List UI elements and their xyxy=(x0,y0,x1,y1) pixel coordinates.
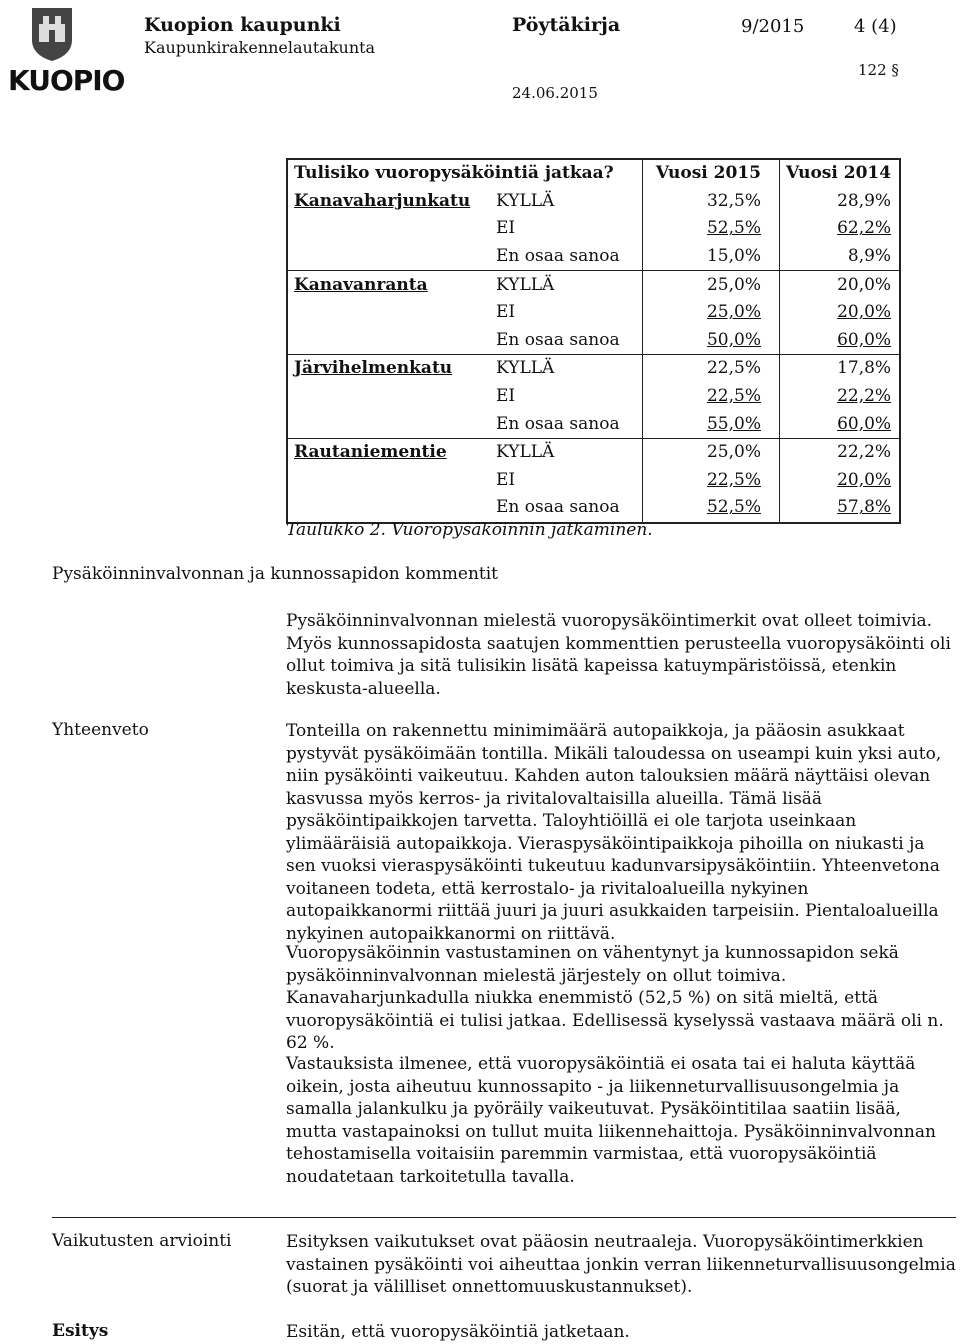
value-2015: 22,5% xyxy=(643,467,780,495)
table-row xyxy=(287,355,900,383)
value-2014: 28,9% xyxy=(780,188,901,216)
location-empty-cell xyxy=(287,494,490,523)
value-2015: 15,0% xyxy=(643,243,780,271)
value-2015: 50,0% xyxy=(643,327,780,355)
comments-label: Pysäköinninvalvonnan ja kunnossapidon kommentit xyxy=(52,564,499,584)
value-2015: 22,5% xyxy=(643,383,780,411)
impact-label: Vaikutusten arviointi xyxy=(52,1231,232,1251)
kuopio-logo xyxy=(8,6,125,98)
value-2015: 32,5% xyxy=(643,188,780,216)
comments-text: Pysäköinninvalvonnan mielestä vuoropysäköintimerkit ovat olleet toimivia. Myös kunnossapidosta saatujen kommenttien perusteella vuoropysäköinti oli ollut toimiva ja sitä tulisikin lisätä kapeissa katuympäristöissä, etenkin keskusta-alueella. xyxy=(286,611,951,699)
value-2014: 57,8% xyxy=(780,494,901,523)
table-row xyxy=(287,494,900,523)
table-caption: Taulukko 2. Vuoropysäköinnin jatkaminen. xyxy=(286,520,653,540)
answer-label: En osaa sanoa xyxy=(490,327,643,355)
table-row xyxy=(287,383,900,411)
question-header: Tulisiko vuoropysäköintiä jatkaa? xyxy=(294,163,614,184)
location-name: Kanavanranta xyxy=(294,274,428,295)
value-2015: 55,0% xyxy=(643,410,780,438)
summary-paragraph-3: Vastauksista ilmenee, että vuoropysäköintiä ei osata tai ei haluta käyttää oikein, josta aiheutuu kunnossapito - ja liikenneturvallisuusongelmia ja samalla jalankulku ja pyöräily vaikeutuvat. Pysäköintitilaa saatiin lisää, mutta vastapainoksi on tullut muita liikennehaittoja. Pysäköinninvalvonnan tehostamisella voitaisiin paremmin varmistaa, että vuoropysäköintiä noudatetaan tarkoitetulla tavalla. xyxy=(286,1054,936,1187)
table-row xyxy=(287,215,900,243)
value-2014: 22,2% xyxy=(780,438,901,466)
results-table xyxy=(286,158,901,524)
table-row xyxy=(287,188,900,216)
table-row xyxy=(287,438,900,466)
value-2015: 52,5% xyxy=(643,215,780,243)
location-name: Järvihelmenkatu xyxy=(294,358,453,379)
organization-name: Kuopion kaupunki xyxy=(144,14,341,36)
location-empty-cell xyxy=(287,299,490,327)
section-number: 122 § xyxy=(858,61,899,79)
location-empty-cell xyxy=(287,383,490,411)
location-empty-cell xyxy=(287,215,490,243)
value-2015: 25,0% xyxy=(643,438,780,466)
value-2015: 25,0% xyxy=(643,271,780,299)
answer-label: En osaa sanoa xyxy=(490,410,643,438)
city-crest-icon xyxy=(30,6,74,62)
location-empty-cell xyxy=(287,327,490,355)
impact-text: Esityksen vaikutukset ovat pääosin neutraaleja. Vuoropysäköintimerkkien vastainen pysäköinti voi aiheuttaa jonkin verran liikenneturvallisuusongelmia (suorat ja välilliset onnettomuuskustannukset). xyxy=(286,1232,956,1297)
table-row xyxy=(287,271,900,299)
answer-label: KYLLÄ xyxy=(496,358,555,379)
location-empty-cell xyxy=(287,243,490,271)
value-2014: 62,2% xyxy=(780,215,901,243)
value-2014: 20,0% xyxy=(780,467,901,495)
section-divider xyxy=(52,1217,956,1218)
answer-label: KYLLÄ xyxy=(496,442,555,463)
value-2014: 20,0% xyxy=(780,271,901,299)
meeting-date: 24.06.2015 xyxy=(512,84,598,102)
table-row xyxy=(287,299,900,327)
answer-label: KYLLÄ xyxy=(496,190,555,211)
table-row xyxy=(287,327,900,355)
location-name: Kanavaharjunkatu xyxy=(294,190,471,211)
summary-paragraph-2: Vuoropysäköinnin vastustaminen on vähentynyt ja kunnossapidon sekä pysäköinninvalvonnan mielestä järjestely on ollut toimiva. Kanavaharjunkadulla niukka enemmistö (52,5 %) on sitä mieltä, että vuoropysäköintiä ei tulisi jatkaa. Edellisessä kyselyssä vastaava määrä oli n. 62 %. xyxy=(286,943,944,1053)
committee-name: Kaupunkirakennelautakunta xyxy=(144,38,376,57)
document-number: 9/2015 xyxy=(741,16,805,37)
value-2014: 22,2% xyxy=(780,383,901,411)
answer-label: En osaa sanoa xyxy=(490,494,643,523)
value-2014: 20,0% xyxy=(780,299,901,327)
answer-label: KYLLÄ xyxy=(496,274,555,295)
answer-label: EI xyxy=(496,218,516,239)
page-number: 4 (4) xyxy=(854,16,897,37)
summary-label: Yhteenveto xyxy=(52,720,149,740)
answer-label: EI xyxy=(496,302,516,323)
location-empty-cell xyxy=(287,410,490,438)
table-header-row xyxy=(287,159,900,188)
proposal-text: Esitän, että vuoropysäköintiä jatketaan. xyxy=(286,1322,630,1342)
value-2015: 52,5% xyxy=(643,494,780,523)
document-type: Pöytäkirja xyxy=(512,14,621,36)
table-row xyxy=(287,243,900,271)
table-body xyxy=(287,188,900,523)
value-2015: 25,0% xyxy=(643,299,780,327)
summary-paragraph-1: Tonteilla on rakennettu minimimäärä autopaikkoja, ja pääosin asukkaat pystyvät pysäköimään tontilla. Mikäli taloudessa on useampi kuin yksi auto, niin pysäköinti vaikeutuu. Kahden auton talouksien määrä näyttäisi olevan kasvussa myös kerros- ja rivitalovaltaisilla alueilla. Tämä lisää pysäköintipaikkojen tarvetta. Taloyhtiöillä ei ole tarjota useinkaan ylimääräisiä autopaikkoja. Vieraspysäköintipaikkoja pihoilla on niukasti ja sen vuoksi vieraspysäköinti tukeutuu kadunvarsipysäköintiin. Yhteenvetona voitaneen todeta, että kerrostalo- ja rivitaloalueilla nykyinen autopaikkanormi riittää juuri ja juuri asukkaiden tarpeisiin. Pientaloalueilla nykyinen autopaikkanormi on riittävä. xyxy=(286,721,942,944)
table-row xyxy=(287,410,900,438)
value-2014: 60,0% xyxy=(780,410,901,438)
year-2015-header: Vuosi 2015 xyxy=(643,159,780,188)
year-2014-header: Vuosi 2014 xyxy=(780,159,901,188)
location-empty-cell xyxy=(287,467,490,495)
table-row xyxy=(287,467,900,495)
value-2014: 8,9% xyxy=(780,243,901,271)
location-name: Rautaniementie xyxy=(294,442,447,463)
value-2014: 17,8% xyxy=(780,355,901,383)
answer-label: En osaa sanoa xyxy=(490,243,643,271)
value-2014: 60,0% xyxy=(780,327,901,355)
proposal-label: Esitys xyxy=(52,1321,109,1341)
answer-label: EI xyxy=(496,386,516,407)
value-2015: 22,5% xyxy=(643,355,780,383)
logo-text: KUOPIO xyxy=(8,64,125,97)
answer-label: EI xyxy=(496,469,516,490)
